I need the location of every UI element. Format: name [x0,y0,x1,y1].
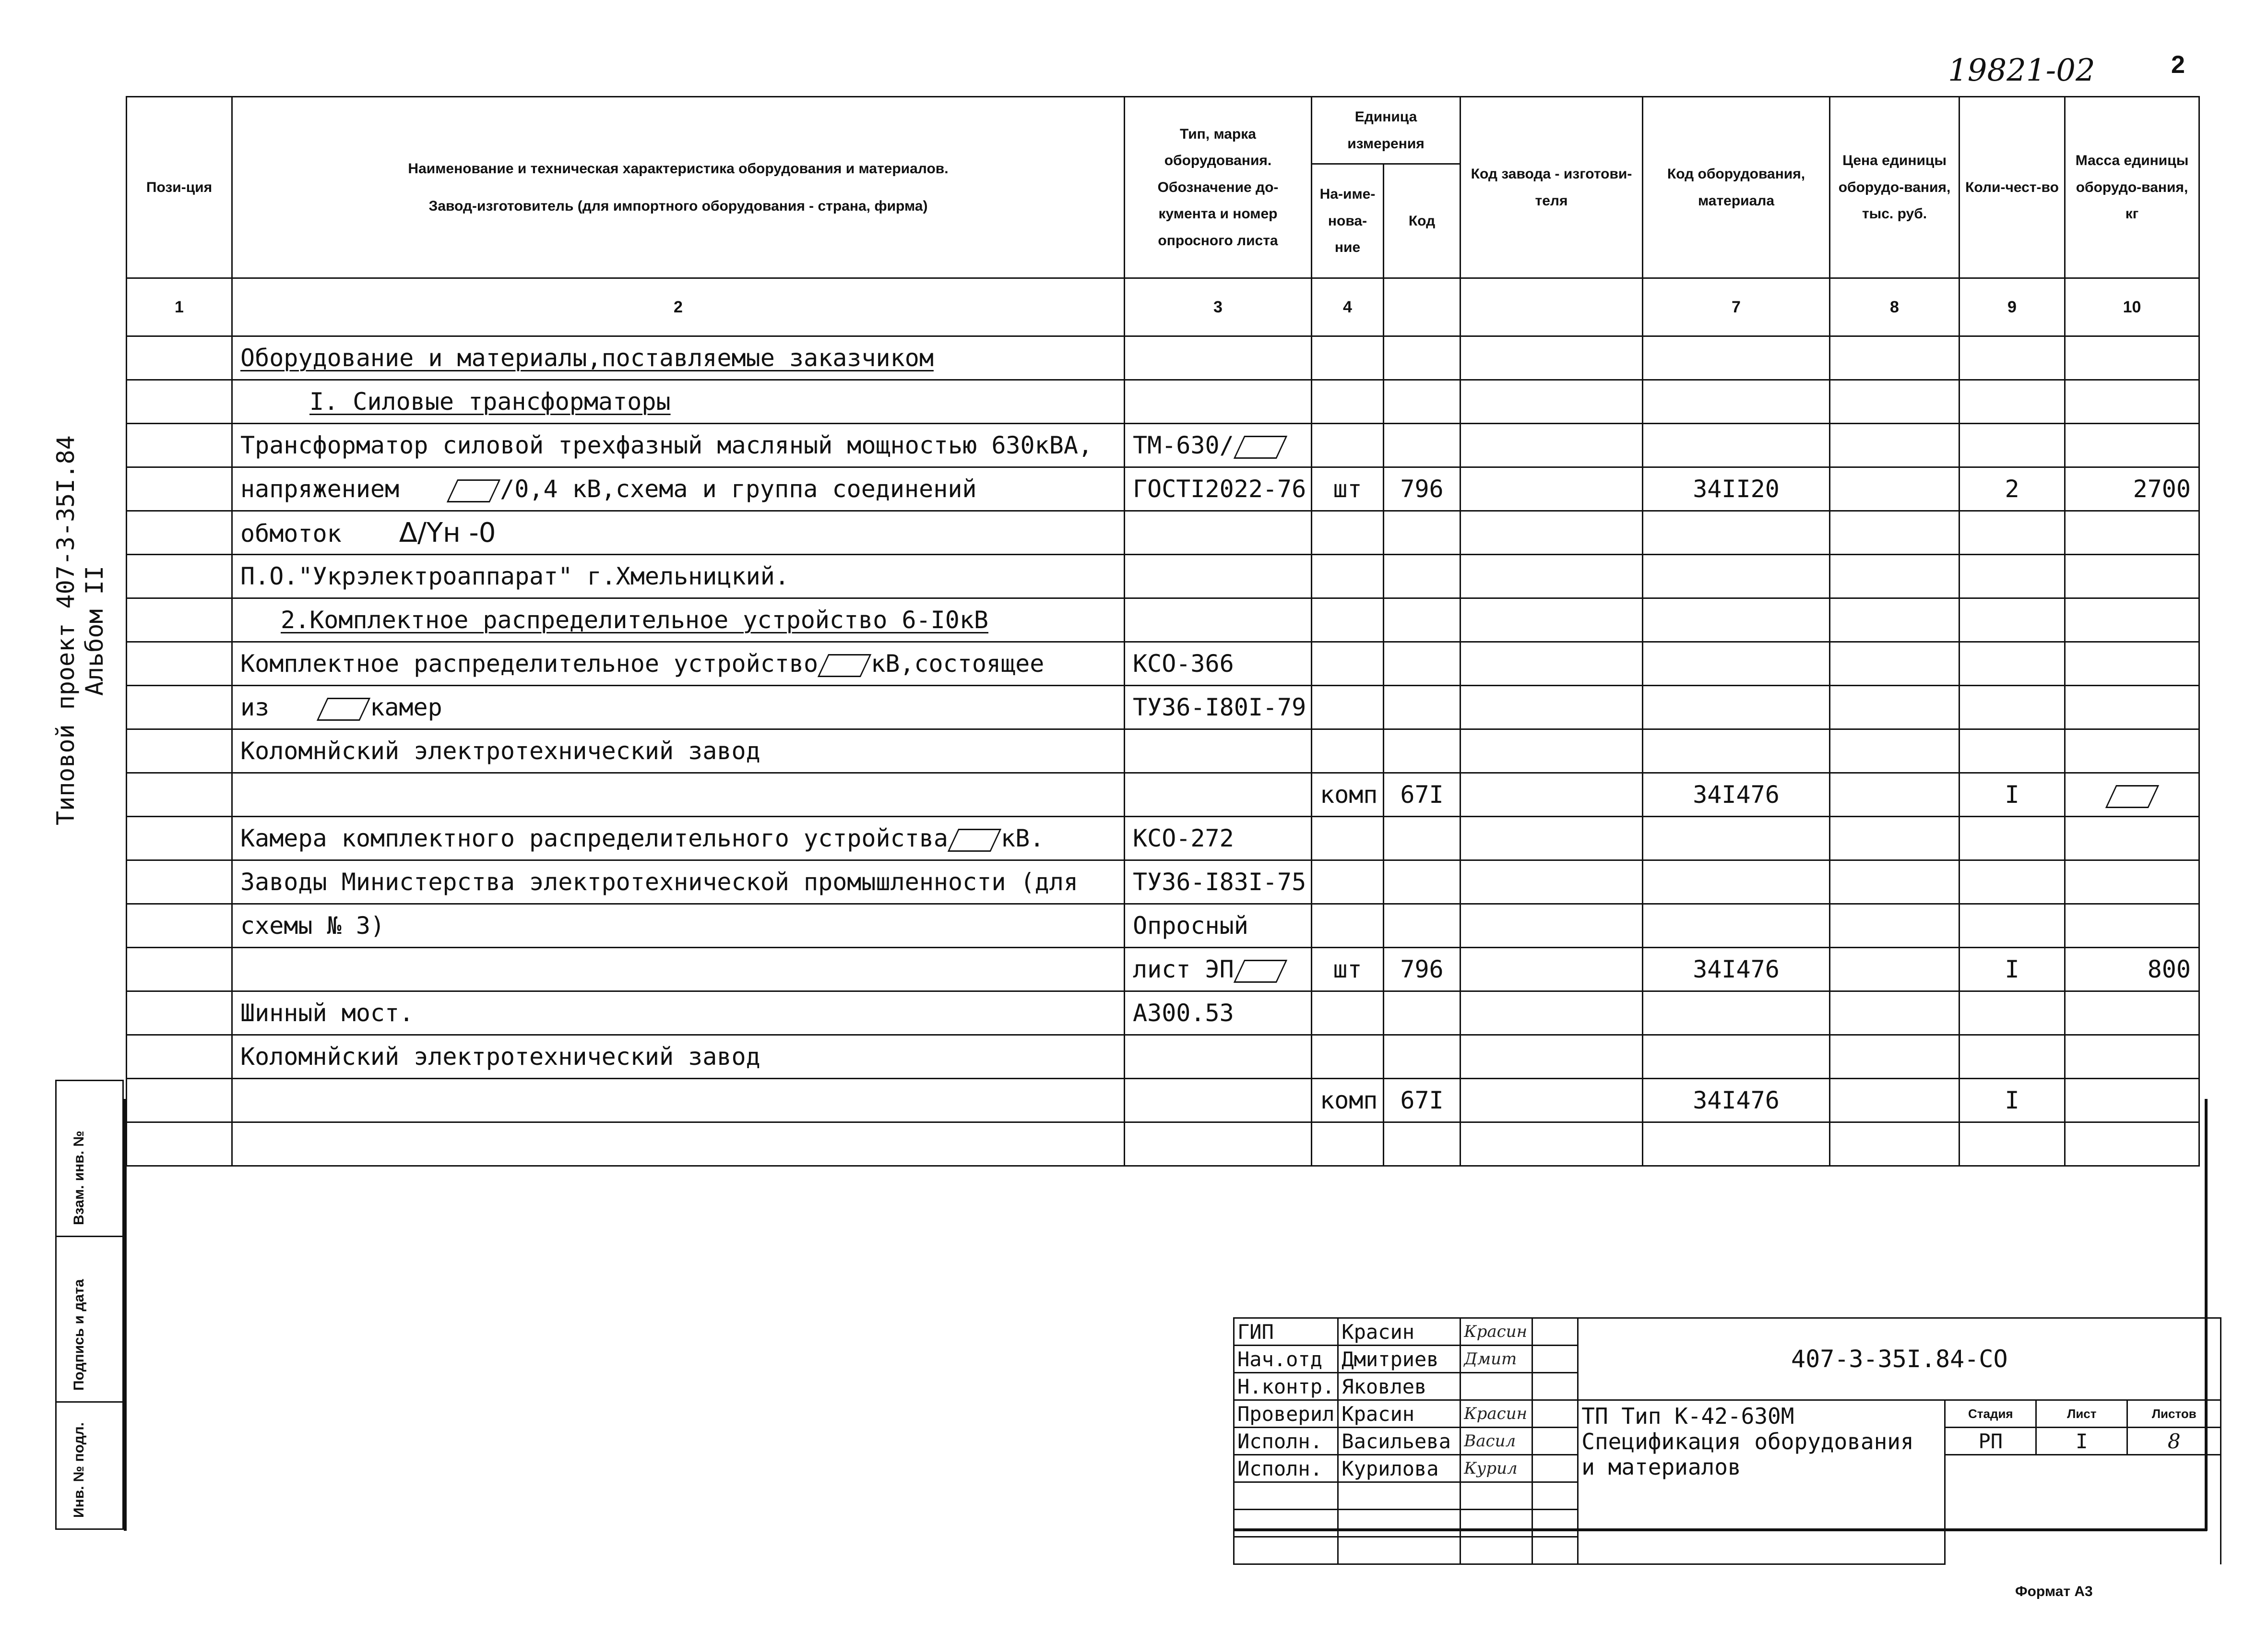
row-type: лист ЭП [1133,955,1234,983]
stamp-sheets: 8 [2127,1428,2221,1455]
side-title-project: Типовой проект 407-3-35I.84 [52,435,80,825]
blank-field [1234,960,1287,983]
row-type: ТУ36-I83I-75 [1125,860,1312,904]
row-name-part: кВ,состоящее [871,650,1045,678]
stamp-name: Васильева [1338,1428,1461,1455]
stamp-role: Исполн. [1234,1428,1338,1455]
header-type: Тип, марка оборудования. Обозначение до-кумента и номер опросного листа [1125,97,1312,278]
row-name-part: камер [370,693,442,721]
row-unit: шт [1312,948,1384,991]
header-mass: Масса единицы оборудо-вания, кг [2065,97,2199,278]
stamp-stage-label: Стадия [1945,1400,2036,1428]
side-stamp-cell-3 [56,1081,123,1237]
row-quantity: I [1959,1079,2065,1122]
side-stamp-cell-1 [56,1402,123,1529]
table-row [127,1079,2199,1122]
stamp-desc-line1: ТП Тип К-42-630М [1581,1403,1794,1429]
table-row [127,642,2199,686]
row-type: ТУ36-I80I-79 [1125,686,1312,729]
row-quantity: I [1959,773,2065,817]
header-price: Цена единицы оборудо-вания, тыс. руб. [1830,97,1959,278]
stamp-signature: Красин [1461,1318,1532,1346]
table-row [127,380,2199,424]
stamp-name: Яковлев [1338,1373,1461,1400]
stamp-name: Дмитриев [1338,1346,1461,1373]
row-type: ГОСТI2022-76 [1125,467,1312,511]
row-name-part: напряжением [240,475,400,503]
table-row [127,904,2199,948]
table-row [127,1035,2199,1079]
blank-field [447,479,500,502]
row-unit-code: 796 [1384,948,1461,991]
row-unit: шт [1312,467,1384,511]
table-row [127,1122,2199,1166]
stamp-name: Курилова [1338,1455,1461,1482]
col-number: 3 [1125,278,1312,336]
stamp-signature [1461,1373,1532,1400]
col-number: 10 [2065,278,2199,336]
col-number: 1 [127,278,232,336]
header-unit-group: Единица измерения [1312,97,1461,164]
side-stamp-cell-2 [56,1237,123,1402]
subsection-title-transformers: I. Силовые трансформаторы [309,388,671,416]
row-name-part: /0,4 кВ,схема и группа соединений [500,475,977,503]
col-number: 8 [1830,278,1959,336]
table-row [127,729,2199,773]
table-row [127,860,2199,904]
col-number: 9 [1959,278,2065,336]
col-number [1384,278,1461,336]
row-name: Коломнйский электротехнический завод [232,1035,1125,1079]
col-number [1461,278,1643,336]
side-title-album: Альбом II [81,566,108,696]
header-unit-name: На-име-нова-ние [1312,164,1384,278]
stamp-desc-line3: и материалов [1581,1454,1741,1480]
handwritten-sheet-number: 19821-02 [1948,53,2095,88]
row-equipment-code: 34I476 [1643,773,1830,817]
table-row [127,948,2199,991]
col-number: 7 [1643,278,1830,336]
stamp-signature: Курил [1461,1455,1532,1482]
header-equipment-code: Код оборудования, материала [1643,97,1830,278]
row-name-part: Комплектное распределительное устройство [240,650,819,678]
row-type: ТМ-630/ [1133,431,1234,459]
row-name-part: из [240,693,270,721]
row-name: схемы № 3) [232,904,1125,948]
row-quantity: 2 [1959,467,2065,511]
table-row [127,686,2199,729]
header-factory-code: Код завода - изготови-теля [1461,97,1643,278]
side-stamp-label: Взам. инв. № [71,1131,87,1225]
blank-field [1234,436,1287,459]
row-name: Коломнйский электротехнический завод [232,729,1125,773]
col-number: 4 [1312,278,1384,336]
stamp-name: Красин [1338,1400,1461,1428]
header-position: Пози-ция [127,97,232,278]
section-title-customer-supplied: Оборудование и материалы,поставляемые заказчиком [240,344,934,372]
row-name-part: обмоток [240,519,342,548]
header-name-line2: Завод-изготовитель (для импортного оборудования - страна, фирма) [428,198,928,214]
row-name-part: Камера комплектного распределительного устройства [240,824,949,852]
row-name: Трансформатор силовой трехфазный масляный мощностью 630кВА, [232,424,1125,467]
side-stamp [55,1080,124,1530]
row-quantity: I [1959,948,2065,991]
col-number: 2 [232,278,1125,336]
table-row [127,598,2199,642]
table-row [127,555,2199,598]
row-type: Опросный [1125,904,1312,948]
header-name-line1: Наименование и техническая характеристика оборудования и материалов. [408,160,949,177]
table-row [127,467,2199,511]
stamp-sheet-label: Лист [2036,1400,2127,1428]
specification-table [126,96,2200,1167]
row-equipment-code: 34I476 [1643,1079,1830,1122]
title-block [1233,1317,2221,1565]
header-quantity: Коли-чест-во [1959,97,2065,278]
row-type: КСО-272 [1125,817,1312,860]
stamp-doc-code: 407-3-35I.84-СО [1578,1318,2221,1400]
row-mass: 800 [2065,948,2199,991]
row-name: Шинный мост. [232,991,1125,1035]
table-row [127,511,2199,555]
side-stamp-label: Подпись и дата [71,1279,87,1391]
stamp-name: Красин [1338,1318,1461,1346]
blank-field [818,654,871,677]
stamp-signature: Васил [1461,1428,1532,1455]
stamp-stage: РП [1945,1428,2036,1455]
row-name-part: кВ. [1001,824,1045,852]
row-unit: комп [1312,773,1384,817]
stamp-desc-line2: Спецификация оборудования [1581,1428,1914,1454]
row-unit-code: 67I [1384,773,1461,817]
table-row [127,773,2199,817]
header-unit-code: Код [1384,164,1461,278]
row-equipment-code: 34II20 [1643,467,1830,511]
format-label: Формат А3 [2015,1584,2093,1599]
row-name: Заводы Министерства электротехнической промышленности (для [232,860,1125,904]
table-row [127,817,2199,860]
stamp-signature: Красин [1461,1400,1532,1428]
header-name [232,97,1125,278]
stamp-role: Нач.отд [1234,1346,1338,1373]
row-type: КСО-366 [1125,642,1312,686]
subsection-title-switchgear: 2.Комплектное распределительное устройство 6-I0кВ [281,606,989,634]
table-row [127,991,2199,1035]
stamp-role: Н.контр. [1234,1373,1338,1400]
row-type: А300.53 [1125,991,1312,1035]
row-unit-code: 67I [1384,1079,1461,1122]
blank-field [317,698,370,721]
stamp-description [1578,1400,1945,1564]
winding-connection-symbol: Δ/Yн -0 [399,517,496,548]
stamp-sheet: I [2036,1428,2127,1455]
row-name: П.О."Укрэлектроаппарат" г.Хмельницкий. [232,555,1125,598]
stamp-role: Проверил [1234,1400,1338,1428]
stamp-role: ГИП [1234,1318,1338,1346]
table-row [127,336,2199,380]
page-number: 2 [2171,51,2185,79]
side-stamp-label: Инв. № подл. [71,1422,87,1518]
stamp-sheets-label: Листов [2127,1400,2221,1428]
row-unit: комп [1312,1079,1384,1122]
blank-field [2105,785,2159,808]
stamp-role: Исполн. [1234,1455,1338,1482]
row-mass: 2700 [2065,467,2199,511]
row-unit-code: 796 [1384,467,1461,511]
stamp-signature: Дмит [1461,1346,1532,1373]
blank-field [948,829,1001,852]
table-row [127,424,2199,467]
row-equipment-code: 34I476 [1643,948,1830,991]
